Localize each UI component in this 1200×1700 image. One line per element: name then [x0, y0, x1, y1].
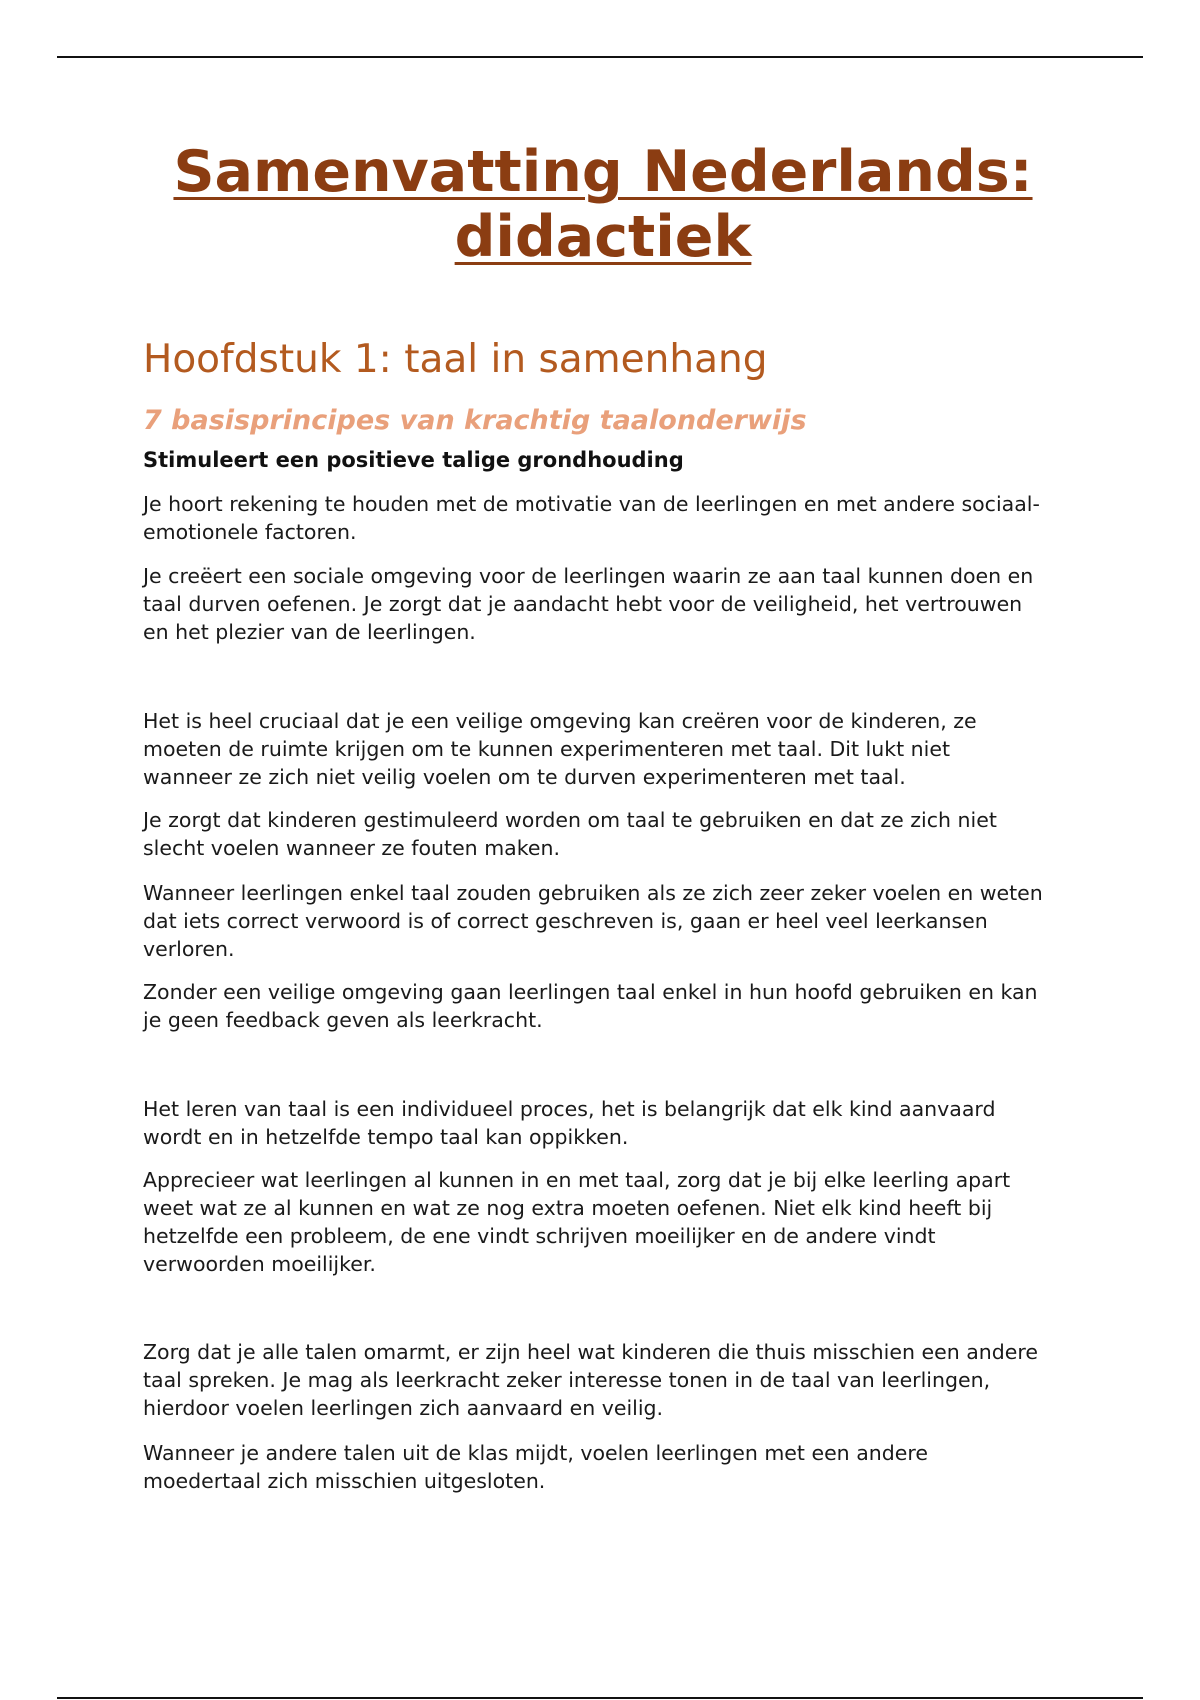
bottom-rule: [57, 1697, 1143, 1699]
paragraph-1: Je hoort rekening te houden met de motivatie van de leerlingen en met andere sociaal-emotionele factoren.: [143, 492, 1040, 544]
paragraph-8: Apprecieer wat leerlingen al kunnen in en met taal, zorg dat je bij elke leerling apart weet wat ze al kunnen en wat ze nog extra moeten oefenen. Niet elk kind heeft bij hetzelfde een probleem, de ene vindt schrijven moeilijker en de andere vindt verwoorden moeilijker.: [143, 1168, 1011, 1276]
paragraph-3: Het is heel cruciaal dat je een veilige omgeving kan creëren voor de kinderen, ze moeten de ruimte krijgen om te kunnen experimenteren met taal. Dit lukt niet wanneer ze zich niet veilig voelen om te durven experimenteren met taal.: [143, 709, 977, 789]
document-title: Samenvatting Nederlands: didactiek: [173, 139, 1033, 270]
paragraph-6: Zonder een veilige omgeving gaan leerlingen taal enkel in hun hoofd gebruiken en kan je geen feedback geven als leerkracht.: [143, 980, 1038, 1032]
top-rule: [57, 56, 1143, 58]
paragraph-9: Zorg dat je alle talen omarmt, er zijn heel wat kinderen die thuis misschien een andere taal spreken. Je mag als leerkracht zeker interesse tonen in de taal van leerlingen, hierdoor voelen leerlingen zich aanvaard en veilig.: [143, 1340, 1038, 1420]
paragraph-10: Wanneer je andere talen uit de klas mijdt, voelen leerlingen met een andere moedertaal zich misschien uitgesloten.: [143, 1441, 928, 1493]
principle-heading: Stimuleert een positieve talige grondhouding: [143, 448, 684, 472]
paragraph-5: Wanneer leerlingen enkel taal zouden gebruiken als ze zich zeer zeker voelen en weten dat iets correct verwoord is of correct geschreven is, gaan er heel veel leerkansen verloren.: [143, 881, 1043, 961]
paragraph-2: Je creëert een sociale omgeving voor de leerlingen waarin ze aan taal kunnen doen en taal durven oefenen. Je zorgt dat je aandacht hebt voor de veiligheid, het vertrouwen en het plezier van de leerlingen.: [143, 564, 1034, 644]
paragraph-4: Je zorgt dat kinderen gestimuleerd worden om taal te gebruiken en dat ze zich niet slecht voelen wanneer ze fouten maken.: [143, 808, 997, 860]
paragraph-7: Het leren van taal is een individueel proces, het is belangrijk dat elk kind aanvaard wordt en in hetzelfde tempo taal kan oppikken.: [143, 1097, 996, 1149]
chapter-heading: Hoofdstuk 1: taal in samenhang: [143, 337, 768, 382]
section-subheading: 7 basisprincipes van krachtig taalonderwijs: [143, 405, 807, 436]
